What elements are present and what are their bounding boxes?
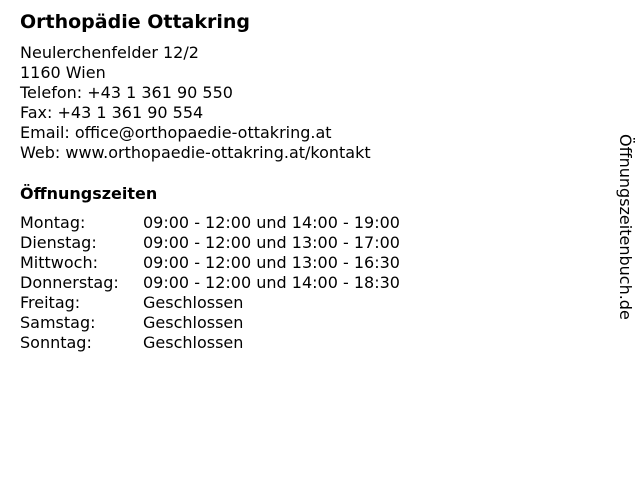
hours-time: Geschlossen [143,293,244,312]
address-city: 1160 Wien [20,63,106,82]
hours-day: Mittwoch: [20,253,98,272]
watermark-text: Öffnungszeitenbuch.de [616,134,635,320]
page-title: Orthopädie Ottakring [20,11,251,33]
opening-hours-heading: Öffnungszeiten [20,184,158,203]
hours-time: 09:00 - 12:00 und 13:00 - 17:00 [143,233,400,252]
contact-block [20,43,371,163]
web-line: Web: www.orthopaedie-ottakring.at/kontakt [20,143,371,162]
hours-time: 09:00 - 12:00 und 13:00 - 16:30 [143,253,400,272]
hours-time: 09:00 - 12:00 und 14:00 - 18:30 [143,273,400,292]
email-line: Email: office@orthopaedie-ottakring.at [20,123,332,142]
hours-time: Geschlossen [143,333,244,352]
hours-day: Freitag: [20,293,81,312]
hours-time: Geschlossen [143,313,244,332]
hours-day: Sonntag: [20,333,92,352]
hours-day: Samstag: [20,313,96,332]
fax-line: Fax: +43 1 361 90 554 [20,103,204,122]
address-street: Neulerchenfelder 12/2 [20,43,199,62]
hours-day: Dienstag: [20,233,97,252]
hours-day: Montag: [20,213,86,232]
watermark [612,134,638,334]
hours-day: Donnerstag: [20,273,119,292]
hours-time: 09:00 - 12:00 und 14:00 - 19:00 [143,213,400,232]
phone-line: Telefon: +43 1 361 90 550 [20,83,233,102]
